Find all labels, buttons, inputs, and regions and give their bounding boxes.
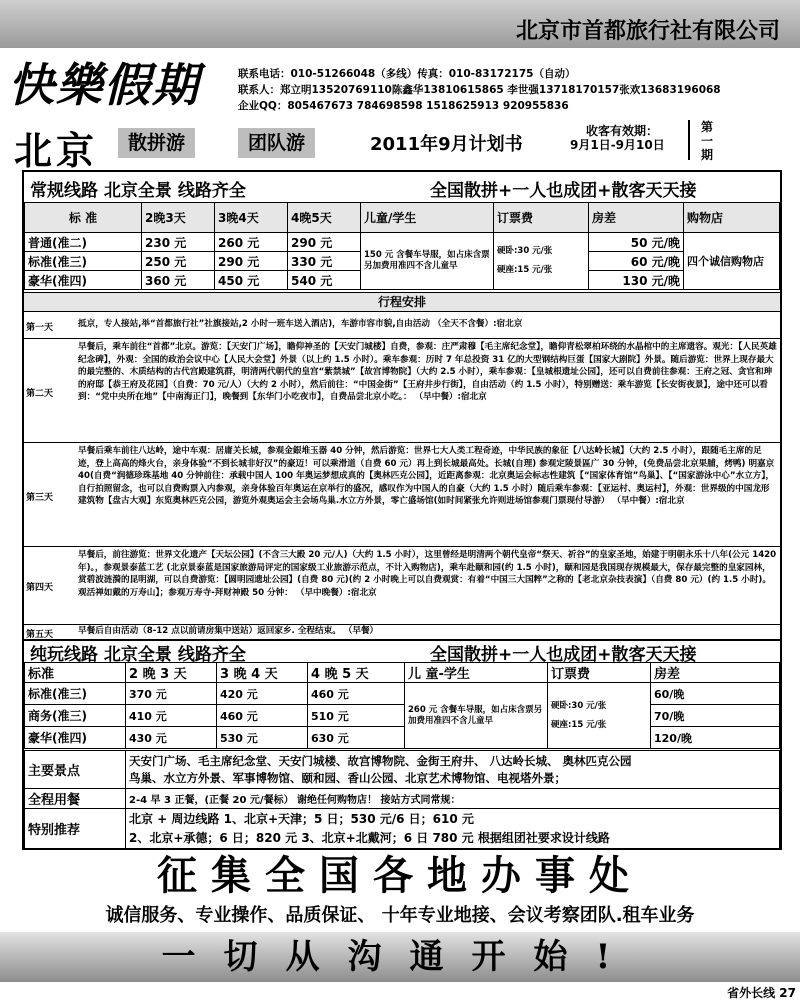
logo: 快樂假期	[8, 58, 200, 112]
price: 630 元	[308, 727, 405, 749]
header-standard: 标准	[25, 663, 126, 683]
section2-info-table	[24, 750, 780, 849]
row-name: 普通(准二)	[25, 233, 142, 252]
row-name: 豪华(准四)	[25, 271, 142, 290]
price: 330 元	[288, 252, 361, 271]
price: 510 元	[308, 705, 405, 727]
room-price: 60/晚	[651, 683, 780, 705]
day-text: 早餐后乘车前往八达岭，途中车观：居庸关长城，参观金銀堆玉器 40 分钟，然后游览：世界七大人类工程奇迹，中华民族的象征【八达岭长城】（大约 2.5 小时），跟随毛主席的足迹，登上高高的烽火台，亲身体验“不到长城非好汉”的豪迈！可以乘滑道（自费 60 元）再上到长城最高处。长城(自理) 参观定陵景區广 30 分钟，(免费品尝北京果脯，烤鸭) 明嘉京 40(自费“润德珍珠基地 40 分钟前往：承载中国人 100 年奥运梦想成真的【奥林匹克公园】，近距离参观：北京奥运会标志性建筑【“国家体育馆”鸟巢】、【“国家游泳中心”水立方】，自行拍照留念，也可以自费购票入内参观，亲身体验百年奥运在京举行的盛况，感叹作为中国人的自豪（大约 1.5 小时）随后乘车参观：【亚运村、奥运村】，外观：世界级的中国龙形建筑物【盘古大观】东览奥林匹克公园，游览外观奥运会主会场鸟巢.水立方外景，零亡盛场馆(如时间紧张允许则进场馆参观门票现付导游） （早中餐）:宿北京	[78, 446, 775, 507]
header-room: 房差	[589, 203, 684, 233]
price: 450 元	[215, 271, 288, 290]
price: 370 元	[126, 683, 217, 705]
child-note: 260 元 含餐车导服，如占床含票另加费用准四不含儿童早	[405, 683, 548, 749]
tag-team-tour: 团队游	[238, 128, 315, 158]
valid-period	[570, 124, 665, 152]
contact-qq: 企业QQ：805467673 784698598 1518625913 920955836	[238, 100, 569, 112]
ticket-note-sleeper: 硬卧:30 元/张	[497, 246, 553, 256]
day-text: 抵京，专人接站,举“首都旅行社”社旗接站,2 小时一班车送入酒店)，车游市容市貌,自由活动 （全天不含餐）:宿北京	[78, 319, 523, 329]
price: 460 元	[308, 683, 405, 705]
section1-price-table	[24, 202, 780, 290]
day-label: 第二天	[26, 389, 54, 399]
room-price: 130 元/晚	[589, 271, 684, 290]
header-room: 房差	[651, 663, 780, 683]
issue-number: 第一期	[700, 120, 713, 162]
ticket-note-seat: 硬座:15 元/张	[551, 719, 607, 730]
room-price: 60 元/晚	[589, 252, 684, 271]
row-name: 商务(准三)	[25, 705, 126, 727]
header-standard: 标 准	[25, 203, 142, 233]
page-number: 省外长线 27	[727, 986, 796, 1000]
valid-dates: 9月1日-9月10日	[570, 138, 665, 152]
day-label: 第四天	[26, 583, 54, 593]
table-row	[25, 683, 780, 705]
price: 420 元	[217, 683, 308, 705]
header-4n5d: 4 晚 5 天	[308, 663, 405, 683]
day-label: 第三天	[26, 493, 54, 503]
header-3n4d: 3晚4天	[215, 203, 288, 233]
ticket-note	[494, 233, 589, 290]
room-price: 50 元/晚	[589, 233, 684, 252]
spots-line: 鸟巢、水立方外景、军事博物馆、颐和园、香山公园、北京艺术博物馆、电视塔外景；	[129, 770, 566, 785]
section2-price-table	[24, 662, 780, 749]
price: 260 元	[215, 233, 288, 252]
ticket-note	[548, 683, 651, 749]
day-label: 第五天	[26, 630, 54, 640]
table-row	[25, 727, 780, 749]
table-row	[25, 705, 780, 727]
banner-slogan: 一切从沟通开始!	[0, 932, 800, 982]
meal-text: 2-4 早 3 正餐，(正餐 20 元/餐标） 谢绝任何购物店！ 接站方式同常规：	[126, 789, 780, 809]
header-ticket: 订票费	[548, 663, 651, 683]
schedule-title: 行程安排	[24, 292, 780, 312]
header-4n5d: 4晚5天	[288, 203, 361, 233]
child-note: 150 元 含餐车导服，如占床含票另加费用准四不含儿童早	[361, 233, 494, 290]
meal-label: 全程用餐	[25, 789, 126, 809]
price: 290 元	[215, 252, 288, 271]
header-2n3d: 2晚3天	[142, 203, 215, 233]
header-ticket: 订票费	[494, 203, 589, 233]
price: 430 元	[126, 727, 217, 749]
row-name: 标准(准三)	[25, 683, 126, 705]
city-title: 北京	[14, 128, 99, 173]
ticket-note-sleeper: 硬卧:30 元/张	[551, 700, 607, 711]
price: 290 元	[288, 233, 361, 252]
row-name: 标准(准三)	[25, 252, 142, 271]
contact-persons: 联系人：郑立明13520769110陈鑫华13810615865 李世强13718170157张欢13683196068	[238, 84, 721, 96]
price: 410 元	[126, 705, 217, 727]
price: 360 元	[142, 271, 215, 290]
price: 230 元	[142, 233, 215, 252]
row-name: 豪华(准四)	[25, 727, 126, 749]
recommend-text	[126, 809, 780, 849]
day-text: 早餐后自由活动（8-12 点以前请房集中送站）返回家乡. 全程结束。 （早餐）	[78, 626, 379, 636]
spots-line: 天安门广场、毛主席纪念堂、天安门城楼、故宫博物院、金街王府井、 八达岭长城、 奥林匹克公园	[129, 753, 632, 768]
tag-group-tour: 散拼游	[118, 128, 195, 158]
section1-slogan: 全国散拼+一人也成团+散客天天接	[430, 181, 697, 201]
spots-text	[126, 751, 780, 789]
header-child: 儿童/学生	[361, 203, 494, 233]
ticket-note-seat: 硬座:15 元/张	[497, 265, 553, 275]
plan-title: 2011年9月计划书	[370, 134, 523, 155]
day-text: 早餐后，前往游览：世界文化遗产【天坛公园】(不含三大殿 20 元/人)（大约 1.5 小时），这里曾经是明清两个朝代皇帝“祭天、祈谷”的皇家圣地，始建于明朝永乐十八年(公元 1420 年)。，参观景泰蓝工艺 (北京景泰蓝是国家旅游局评定的国家级工业旅游示范点，不计入购物店)，乘车赴颐和园(约 1.5 小时)，颐和园是我国现存规模最大，保存最完整的皇家园林，赏碧波涟漪的昆明湖，可以自费游览：【圆明园遗址公园】(自费 80 元)(约 2 小时晚上可以自费观赏：有着“中国三大国粹”之称的【老北京杂技表演】（自费 80 元）(约 1.5 小时)。观活禅如戴的万寿山】；参观万寿寺-拜财神殿 50 分钟： （早中晚餐）:宿北京	[78, 550, 777, 598]
divider	[688, 120, 690, 160]
row-divider	[24, 338, 780, 339]
section2-title: 纯玩线路 北京全景 线路齐全	[30, 645, 246, 665]
banner-services: 诚信服务、专业操作、品质保证、 十年专业地接、会议考察团队.租车业务	[105, 905, 695, 926]
room-price: 120/晚	[651, 727, 780, 749]
price: 250 元	[142, 252, 215, 271]
header-shop: 购物店	[684, 203, 780, 233]
price: 530 元	[217, 727, 308, 749]
valid-label: 收客有效期：	[586, 124, 659, 138]
banner-recruit: 征集全国各地办事处	[157, 852, 643, 899]
section2-slogan: 全国散拼+一人也成团+散客天天接	[430, 645, 697, 665]
header-3n4d: 3 晚 4 天	[217, 663, 308, 683]
company-name: 北京市首都旅行社有限公司	[515, 19, 780, 44]
recommend-line: 北京 + 周边线路 1、北京+天津；5 日；530 元/6 日；610 元	[129, 811, 474, 826]
recommend-label: 特别推荐	[25, 809, 126, 849]
header-2n3d: 2 晚 3 天	[126, 663, 217, 683]
row-divider	[24, 442, 780, 443]
day-text: 早餐后，乘车前往“首都”北京。游览：【天安门广场】，瞻仰神圣的【天安门城楼】自费，参观：庄严肃穆【毛主席纪念堂】，瞻仰青松翠柏环绕的水晶棺中的主席遗容。观光：【人民英雄纪念碑】，外观：全国的政治会议中心【人民大会堂】外景（以上约 1.5 小时）。乘车参观：历时 7 年总投资 31 亿的大型钢结构巨蛋【国家大剧院】外景。随后游览：世界上现存最大的最完整的、木质结构的古代宫殿建筑群，明清两代朝代的皇宫“紫禁城”【故宫博物院】（大约 2.5 小时），乘车参观：【皇城根遗址公园】，还可以自费前往参观：王府之冠、贪官和珅的府邸【恭王府及花园】（自费：70 元/人）（大约 2 小时），然后前往：“中国金街”【王府井步行街】，自由活动（约 1.5 小时），特别赠送：乘车游览【长安街夜景】，途中还可以看到：“党中央所在地”【中南海正门】，晚餐到【东华门小吃夜市】，自费品尝北京小吃。： （早中餐）:宿北京	[78, 342, 777, 403]
price: 460 元	[217, 705, 308, 727]
contact-phone: 联系电话：010-51266048（多线）传真：010-83172175（自动）	[238, 68, 576, 80]
room-price: 70/晚	[651, 705, 780, 727]
header-child: 儿 童-学生	[405, 663, 548, 683]
day-label: 第一天	[26, 323, 54, 333]
recommend-line: 2、北京+承德；6 日；820 元 3、北京+北戴河；6 日 780 元 根据组团社要求设计线路	[129, 830, 610, 845]
table-row	[25, 233, 780, 252]
price: 540 元	[288, 271, 361, 290]
row-divider	[24, 546, 780, 547]
spots-label: 主要景点	[25, 751, 126, 789]
shop-note: 四个诚信购物店	[684, 233, 780, 290]
section1-title: 常规线路 北京全景 线路齐全	[30, 181, 246, 201]
